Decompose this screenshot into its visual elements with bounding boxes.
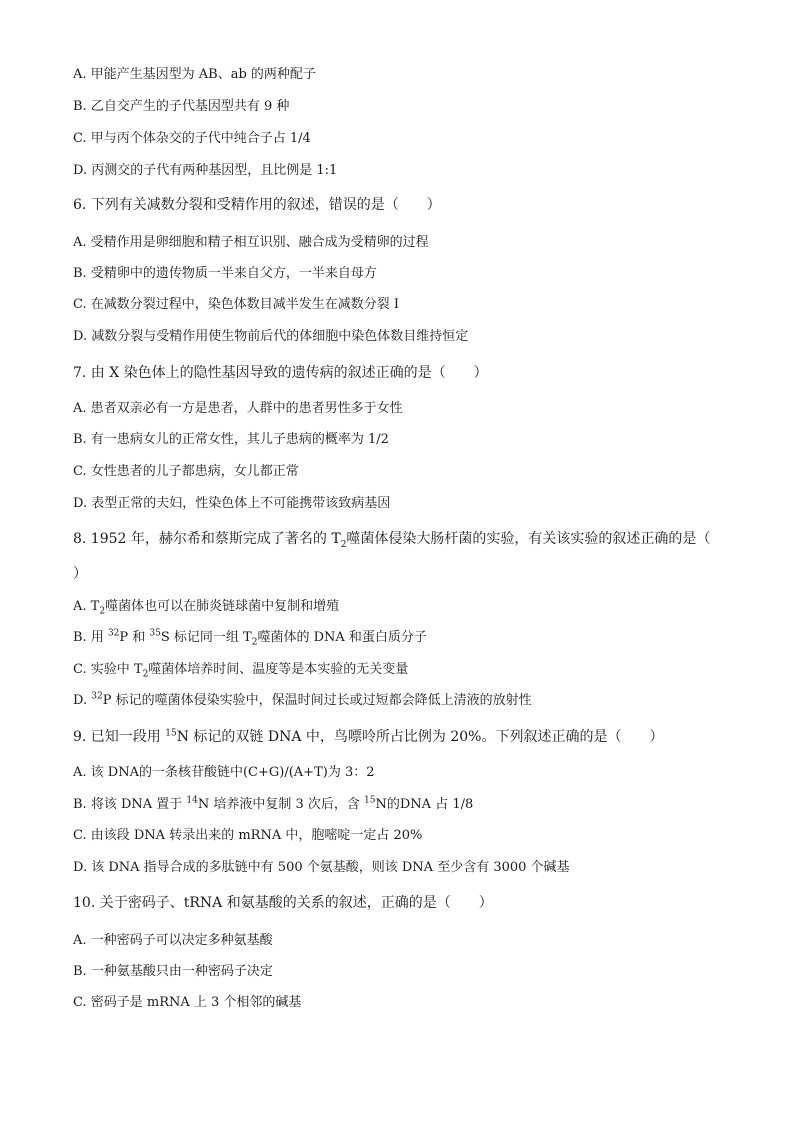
question-8-option-a-post: 噬菌体也可以在肺炎链球菌中复制和增殖 xyxy=(105,599,340,614)
question-9-option-b-mid: N 培养液中复制 3 次后，含 xyxy=(197,797,365,812)
question-10-stem: 10. 关于密码子、tRNA 和氨基酸的关系的叙述，正确的是（ ） xyxy=(73,895,493,911)
question-8-option-b-pre: B. 用 xyxy=(73,630,108,645)
question-8-option-b-post: 噬菌体的 DNA 和蛋白质分子 xyxy=(257,630,427,645)
question-9-option-c: C. 由该段 DNA 转录出来的 mRNA 中，胞嘧啶一定占 20% xyxy=(73,828,423,843)
question-9-stem xyxy=(73,728,663,746)
question-10-option-a: A. 一种密码子可以决定多种氨基酸 xyxy=(73,933,273,948)
question-6-option-c: C. 在减数分裂过程中，染色体数目减半发生在减数分裂 Ⅰ xyxy=(73,297,400,312)
question-9-option-a: A. 该 DNA的一条核苷酸链中(C+G)/(A+T)为 3：2 xyxy=(73,765,375,780)
question-7-stem: 7. 由 X 染色体上的隐性基因导致的遗传病的叙述正确的是（ ） xyxy=(73,365,488,381)
option-a: A. 甲能产生基因型为 AB、ab 的两种配子 xyxy=(73,67,316,82)
question-9-option-b-post: N的DNA 占 1/8 xyxy=(375,797,474,812)
question-8-option-b-mid-2: S 标记同一组 T xyxy=(160,630,252,645)
question-8-option-b-mid-1: P 和 xyxy=(119,630,150,645)
question-7-option-b: B. 有一患病女儿的正常女性，其儿子患病的概率为 1/2 xyxy=(73,432,389,447)
option-d: D. 丙测交的子代有两种基因型，且比例是 1:1 xyxy=(73,163,338,178)
question-8-option-b xyxy=(73,629,427,647)
question-9-option-b xyxy=(73,796,473,814)
question-9-stem-post: N 标记的双链 DNA 中，鸟嘌呤所占比例为 20%。下列叙述正确的是（ ） xyxy=(176,729,664,745)
question-8-stem-post: 噬菌体侵染大肠杆菌的实验，有关该实验的叙述正确的是（ xyxy=(346,531,711,547)
question-8-option-c-subscript: 2 xyxy=(142,669,149,680)
question-8-option-d-post: P 标记的噬菌体侵染实验中，保温时间过长或过短都会降低上清液的放射性 xyxy=(102,693,532,708)
question-9-option-b-sup-1: 14 xyxy=(186,795,198,806)
question-9-stem-sup: 15 xyxy=(165,728,177,739)
question-8-option-b-subscript: 2 xyxy=(251,637,258,648)
question-8-stem xyxy=(73,530,710,548)
question-8-option-d-pre: D. xyxy=(73,693,92,708)
question-8-option-a-pre: A. T xyxy=(73,599,100,614)
question-9-option-b-pre: B. 将该 DNA 置于 xyxy=(73,797,187,812)
question-8-option-a xyxy=(73,598,339,616)
question-9-option-d: D. 该 DNA 指导合成的多肽链中有 500 个氨基酸，则该 DNA 至少含有 3000 个碱基 xyxy=(73,860,570,875)
question-8-stem-continued: ） xyxy=(73,566,87,582)
question-8-option-d-sup: 32 xyxy=(91,691,103,702)
question-8-option-c-pre: C. 实验中 T xyxy=(73,662,143,677)
question-7-option-c: C. 女性患者的儿子都患病，女儿都正常 xyxy=(73,464,299,479)
question-6-option-a: A. 受精作用是卵细胞和精子相互识别、融合成为受精卵的过程 xyxy=(73,235,429,250)
question-6-option-b: B. 受精卵中的遗传物质一半来自父方，一半来自母方 xyxy=(73,266,377,281)
question-8-option-c xyxy=(73,661,408,679)
question-8-option-d xyxy=(73,692,532,710)
question-9-option-b-sup-2: 15 xyxy=(364,795,376,806)
question-8-option-b-sup-2: 35 xyxy=(149,628,161,639)
question-10-option-c: C. 密码子是 mRNA 上 3 个相邻的碱基 xyxy=(73,995,302,1010)
question-6-option-d: D. 减数分裂与受精作用使生物前后代的体细胞中染色体数目维持恒定 xyxy=(73,329,469,344)
option-b: B. 乙自交产生的子代基因型共有 9 种 xyxy=(73,99,290,114)
question-8-stem-subscript: 2 xyxy=(340,539,347,550)
question-6-stem: 6. 下列有关减数分裂和受精作用的叙述，错误的是（ ） xyxy=(73,197,441,213)
question-7-option-d: D. 表型正常的夫妇，性染色体上不可能携带该致病基因 xyxy=(73,496,391,511)
question-10-option-b: B. 一种氨基酸只由一种密码子决定 xyxy=(73,964,273,979)
option-c: C. 甲与丙个体杂交的子代中纯合子占 1/4 xyxy=(73,131,311,146)
question-8-option-a-subscript: 2 xyxy=(99,606,106,617)
question-8-option-c-post: 噬菌体培养时间、温度等是本实验的无关变量 xyxy=(148,662,409,677)
question-8-stem-pre: 8. 1952 年，赫尔希和蔡斯完成了著名的 T xyxy=(73,531,341,547)
question-8-option-b-sup-1: 32 xyxy=(107,628,120,639)
question-7-option-a: A. 患者双亲必有一方是患者，人群中的患者男性多于女性 xyxy=(73,401,403,416)
question-9-stem-pre: 9. 已知一段用 xyxy=(73,729,166,745)
